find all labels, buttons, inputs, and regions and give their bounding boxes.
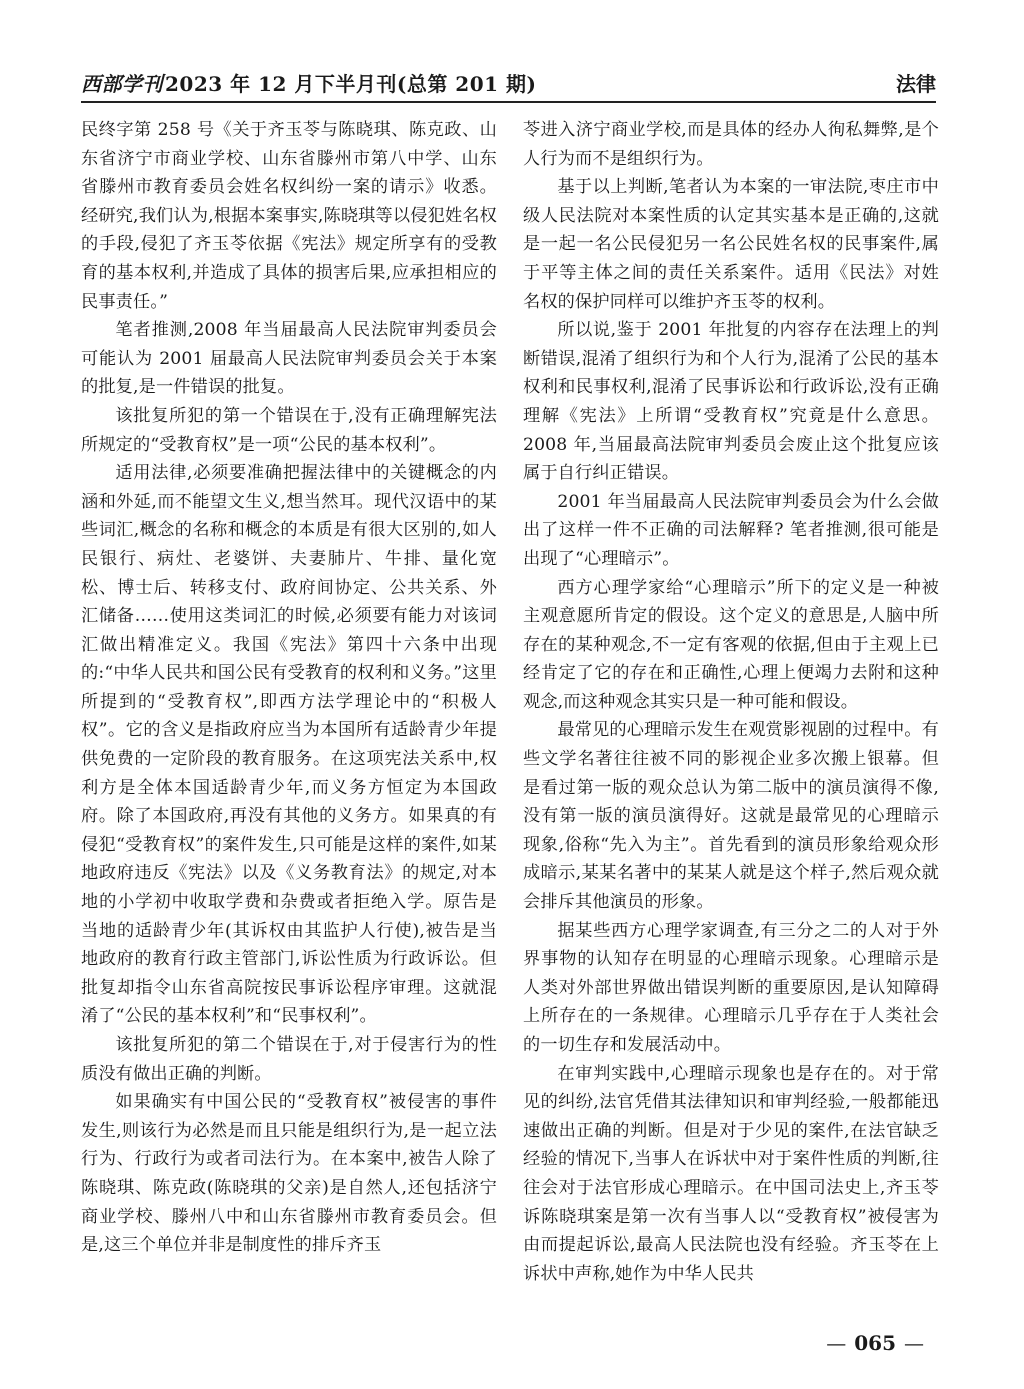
header-rule [81, 101, 936, 103]
page-number-footer [818, 1331, 932, 1355]
paragraph: 该批复所犯的第二个错误在于,对于侵害行为的性质没有做出正确的判断。 [81, 1035, 497, 1084]
running-header [81, 60, 936, 98]
paragraph: 苓进入济宁商业学校,而是具体的经办人徇私舞弊,是个人行为而不是组织行为。 [523, 120, 939, 169]
journal-logo: 西部学刊 [81, 72, 163, 96]
paragraph: 适用法律,必须要准确把握法律中的关键概念的内涵和外延,而不能望文生义,想当然耳。现代汉语中的某些词汇,概念的名称和概念的本质是有很大区别的,如人民银行、病灶、老婆饼、夫妻肺片、牛排、量化宽松、博士后、转移支付、政府间协定、公共关系、外汇储备……使用这类词汇的时候,必须要有能力对该词汇做出精准定义。我国《宪法》第四十六条中出现的:“中华人民共和国公民有受教育的权利和义务。”这里所提到的“受教育权”,即西方法学理论中的“积极人权”。它的含义是指政府应当为本国所有适龄青少年提供免费的一定阶段的教育服务。在这项宪法关系中,权利方是全体本国适龄青少年,而义务方恒定为本国政府。除了本国政府,再没有其他的义务方。如果真的有侵犯“受教育权”的案件发生,只可能是这样的案件,如某地政府违反《宪法》以及《义务教育法》的规定,对本地的小学初中收取学费和杂费或者拒绝入学。原告是当地的适龄青少年(其诉权由其监护人行使),被告是当地政府的教育行政主管部门,诉讼性质为行政诉讼。但批复却指令山东省高院按民事诉讼程序审理。这就混淆了“公民的基本权利”和“民事权利”。 [81, 463, 497, 1027]
paragraph: 据某些西方心理学家调查,有三分之二的人对于外界事物的认知存在明显的心理暗示现象。心理暗示是人类对外部世界做出错误判断的重要原因,是认知障碍上所存在的一条规律。心理暗示几乎存在于人类社会的一切生存和发展活动中。 [523, 920, 939, 1055]
section-title: 法律 [896, 72, 936, 96]
folio-dash-right: — [904, 1331, 924, 1355]
paragraph: 西方心理学家给“心理暗示”所下的定义是一种被主观意愿所肯定的假设。这个定义的意思是,人脑中所存在的某种观念,不一定有客观的依据,但由于主观上已经肯定了它的存在和正确性,心理上便竭力去附和这种观念,而这种观念其实只是一种可能和假设。 [523, 577, 939, 712]
paragraph: 该批复所犯的第一个错误在于,没有正确理解宪法所规定的“受教育权”是一项“公民的基本权利”。 [81, 405, 497, 455]
paragraph: 民终字第 258 号《关于齐玉苓与陈晓琪、陈克政、山东省济宁市商业学校、山东省滕州市第八中学、山东省滕州市教育委员会姓名权纠纷一案的请示》收悉。经研究,我们认为,根据本案事实,陈晓琪等以侵犯姓名权的手段,侵犯了齐玉苓依据《宪法》规定所享有的受教育的基本权利,并造成了具体的损害后果,应承担相应的民事责任。” [81, 120, 497, 312]
right-column [523, 116, 939, 1288]
journal-issue: 2023 年 12 月下半月刊(总第 201 期) [165, 72, 537, 96]
left-column [81, 116, 497, 1260]
paragraph: 最常见的心理暗示发生在观赏影视剧的过程中。有些文学名著往往被不同的影视企业多次搬上银幕。但是看过第一版的观众总认为第二版中的演员演得不像,没有第一版的演员演得好。这就是最常见的心理暗示现象,俗称“先入为主”。首先看到的演员形象给观众形成暗示,某某名著中的某某人就是这个样子,然后观众就会排斥其他演员的形象。 [523, 720, 939, 913]
page-number: 065 [854, 1331, 896, 1355]
paragraph: 如果确实有中国公民的“受教育权”被侵害的事件发生,则该行为必然是而且只能是组织行为,是一起立法行为、行政行为或者司法行为。在本案中,被告人除了陈晓琪、陈克政(陈晓琪的父亲)是自然人,还包括济宁商业学校、滕州八中和山东省滕州市教育委员会。但是,这三个单位并非是制度性的排斥齐玉 [81, 1092, 497, 1256]
paragraph: 笔者推测,2008 年当届最高人民法院审判委员会可能认为 2001 届最高人民法院审判委员会关于本案的批复,是一件错误的批复。 [81, 320, 497, 398]
folio-dash-left: — [826, 1331, 847, 1355]
paragraph: 2001 年当届最高人民法院审判委员会为什么会做出了这样一件不正确的司法解释? 笔者推测,很可能是出现了“心理暗示”。 [523, 491, 939, 569]
journal-issue-line [81, 68, 536, 97]
paragraph: 基于以上判断,笔者认为本案的一审法院,枣庄市中级人民法院对本案性质的认定其实基本是正确的,这就是一起一名公民侵犯另一名公民姓名权的民事案件,属于平等主体之间的责任关系案件。适用《民法》对姓名权的保护同样可以维护齐玉苓的权利。 [523, 177, 939, 312]
paragraph: 所以说,鉴于 2001 年批复的内容存在法理上的判断错误,混淆了组织行为和个人行为,混淆了公民的基本权利和民事权利,混淆了民事诉讼和行政诉讼,没有正确理解《宪法》上所谓“受教育权”究竟是什么意思。2008 年,当届最高法院审判委员会废止这个批复应该属于自行纠正错误。 [523, 320, 939, 484]
paragraph: 在审判实践中,心理暗示现象也是存在的。对于常见的纠纷,法官凭借其法律知识和审判经验,一般都能迅速做出正确的判断。但是对于少见的案件,在法官缺乏经验的情况下,当事人在诉状中对于案件性质的判断,往往会对于法官形成心理暗示。在中国司法史上,齐玉苓诉陈晓琪案是第一次有当事人以“受教育权”被侵害为由而提起诉讼,最高人民法院也没有经验。齐玉苓在上诉状中声称,她作为中华人民共 [523, 1063, 939, 1284]
